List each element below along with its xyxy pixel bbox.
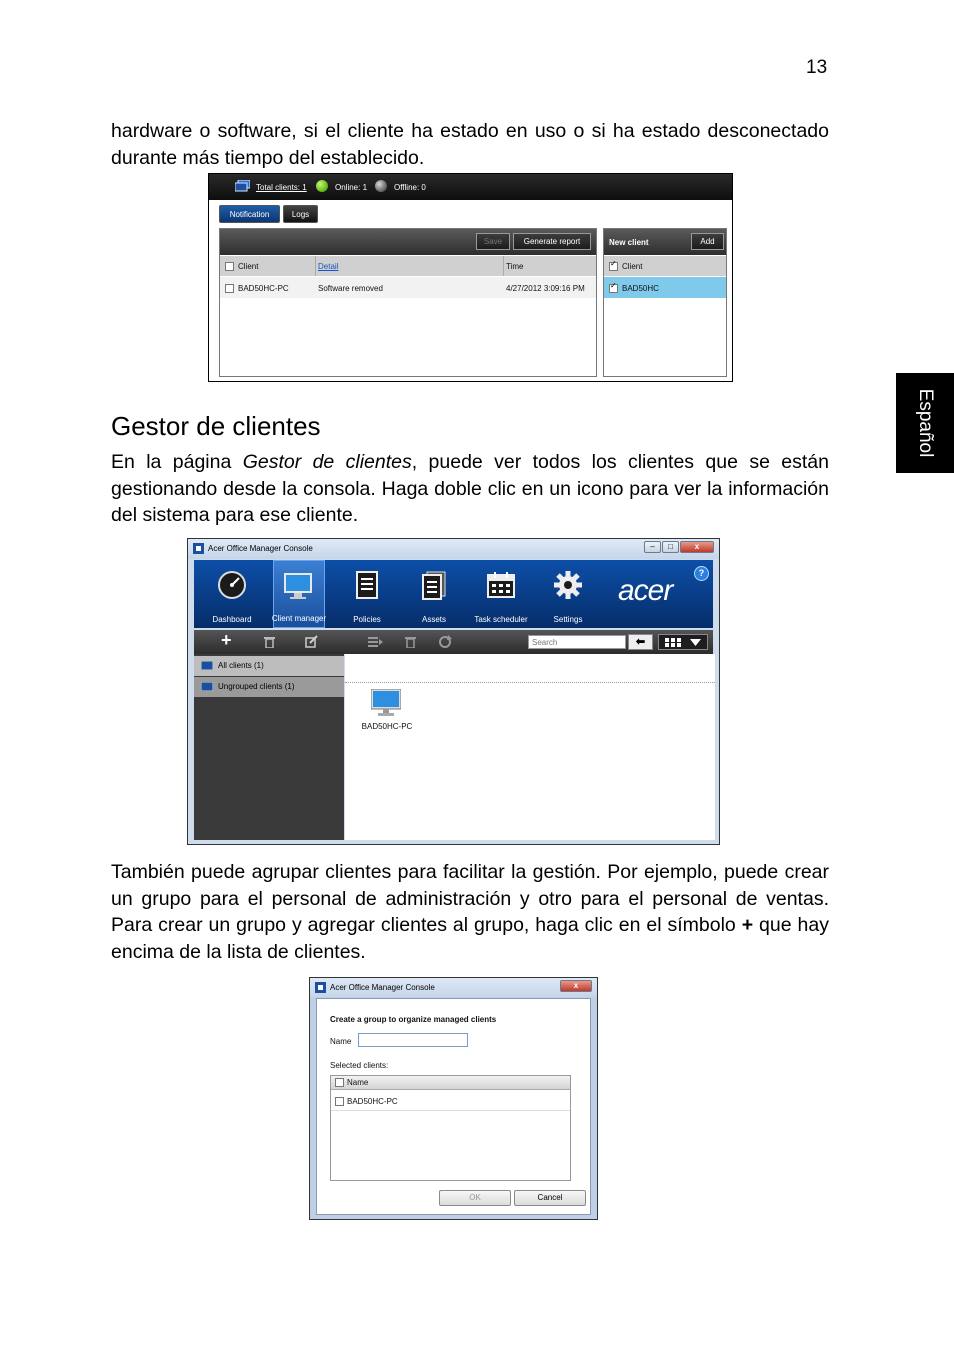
gear-icon [553,570,583,600]
table-header [331,1076,570,1090]
list-move-icon[interactable] [368,636,383,648]
dialog-heading: Create a group to organize managed clients [330,1015,497,1024]
check-icon: ✓ [610,281,617,290]
policy-document-icon [352,570,382,600]
select-all-checkbox[interactable] [225,262,234,271]
dashboard-gauge-icon [217,570,247,600]
status-bar [209,174,732,200]
group-all-clients[interactable]: All clients (1) [194,656,344,676]
row-detail: Software removed [318,284,383,293]
help-icon[interactable]: ? [694,566,709,581]
dialog-title: Acer Office Manager Console [330,983,435,992]
monitor-icon [201,661,213,670]
new-client-header [604,256,726,276]
monitor-icon [283,571,313,601]
view-toggle[interactable] [658,634,708,650]
column-client: Client [238,262,259,271]
add-group-icon[interactable]: + [221,630,232,650]
column-detail[interactable]: Detail [318,262,339,271]
row-client: BAD50HC-PC [238,284,289,293]
edit-icon[interactable] [305,635,318,648]
table-row[interactable] [331,1092,570,1111]
list-item[interactable] [604,277,726,298]
minimize-icon[interactable]: – [644,541,661,553]
nav-client-manager[interactable]: Client manager [273,560,325,628]
monitor-icon [235,180,250,192]
calendar-icon [486,570,516,600]
client-toolbar [194,630,713,654]
paragraph-client-manager: En la página Gestor de clientes, puede ver todos los clientes que se están gestionando desde la consola. Haga doble clic en un icono para ver la información del sistema para ese cliente. [111,451,829,526]
tab-logs[interactable]: Logs [283,205,318,223]
tab-notification[interactable]: Notification [219,205,280,223]
app-icon [315,982,326,993]
assets-list-icon [419,570,449,600]
group-ungrouped-clients[interactable]: Ungrouped clients (1) [194,677,344,697]
selected-clients-label: Selected clients: [330,1061,389,1070]
ok-button[interactable]: OK [439,1190,511,1206]
nav-dashboard[interactable]: Dashboard [204,560,260,628]
client-manager-screenshot [187,538,720,845]
new-client-panel [603,228,727,377]
total-clients-link[interactable]: Total clients: 1 [256,183,307,192]
section-heading: Gestor de clientes [111,411,321,441]
client-item[interactable] [359,689,415,735]
online-count: Online: 1 [335,183,368,192]
row-time: 4/27/2012 3:09:16 PM [506,284,585,293]
arrow-left-icon[interactable]: ⬅ [628,634,653,650]
acer-logo: acer [618,574,673,607]
row-checkbox[interactable] [225,284,234,293]
column-client: Client [622,262,643,271]
column-name: Name [347,1078,369,1087]
dialog-title-bar [310,978,597,997]
offline-count: Offline: 0 [394,183,426,192]
column-time: Time [506,262,524,271]
monitor-icon [201,682,213,691]
refresh-icon[interactable] [438,635,452,649]
select-all-checkbox[interactable] [335,1078,344,1087]
search-input[interactable] [528,635,626,649]
new-client-toolbar [604,229,726,255]
nav-settings[interactable]: Settings [540,560,596,628]
row-client: BAD50HC-PC [347,1097,398,1106]
chevron-down-icon [690,639,701,646]
language-label: Español [915,388,936,458]
nav-assets[interactable]: Assets [406,560,462,628]
nav-policies[interactable]: Policies [339,560,395,628]
app-icon [193,543,204,554]
trash-icon[interactable] [264,636,275,648]
group-list [194,654,344,840]
client-name: BAD50HC-PC [361,722,413,731]
cancel-button[interactable]: Cancel [514,1190,586,1206]
client-area [345,654,715,840]
notification-screenshot [208,173,733,382]
close-icon[interactable]: x [560,980,592,992]
monitor-icon [371,689,401,717]
grid-view-icon [665,638,681,647]
maximize-icon[interactable]: □ [662,541,679,553]
item-client: BAD50HC [622,284,659,293]
add-button[interactable]: Add [691,233,724,250]
create-group-dialog [309,977,598,1220]
dialog-body [316,998,591,1215]
delete-client-icon[interactable] [405,636,416,648]
notification-panel [219,228,597,377]
language-side-tab [896,373,954,473]
name-label: Name [330,1037,352,1046]
table-row[interactable] [220,277,596,298]
save-button[interactable]: Save [476,233,510,250]
new-client-label: New client [609,238,649,247]
paragraph-intro: hardware o software, si el cliente ha estado en uso o si ha estado desconectado durante más tiempo del establecido. [111,120,829,169]
check-icon: ✓ [610,259,617,268]
table-header [220,256,596,276]
main-ribbon [194,560,713,628]
name-input[interactable] [358,1033,468,1047]
row-checkbox[interactable] [335,1097,344,1106]
online-status-icon [316,180,328,192]
close-icon[interactable]: x [680,541,714,553]
window-title-bar [188,539,719,559]
generate-report-button[interactable]: Generate report [513,233,591,250]
notification-toolbar [220,229,596,255]
nav-task-scheduler[interactable]: Task scheduler [473,560,529,628]
window-title: Acer Office Manager Console [208,544,313,553]
page-number: 13 [806,57,828,78]
paragraph-groups: También puede agrupar clientes para facilitar la gestión. Por ejemplo, puede crear un grupo para el personal de administración y otro para el personal de ventas. Para crear un grupo y agregar clientes al grupo, haga clic en el símbolo + que hay encima de la lista de clientes. [111,861,829,963]
clients-table [330,1075,571,1181]
offline-status-icon [375,180,387,192]
